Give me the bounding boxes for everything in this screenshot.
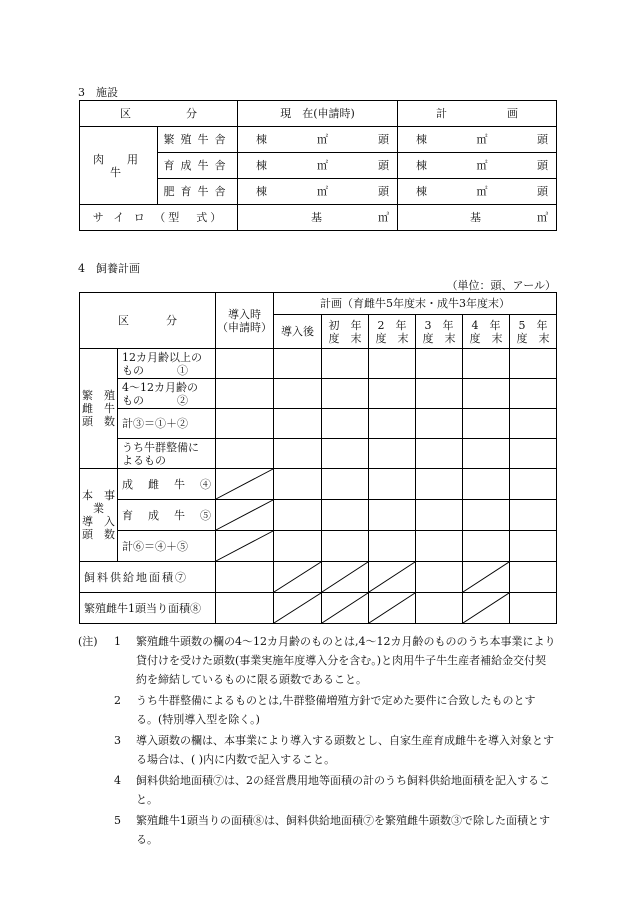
plan-cell[interactable] [463, 349, 510, 379]
plan-cell[interactable] [322, 349, 369, 379]
group1-row-label: うち牛群整備に よるもの [118, 439, 216, 469]
plan-cell[interactable] [463, 379, 510, 409]
intro-diagonal-cell [216, 531, 274, 562]
plan-cell[interactable] [369, 531, 416, 562]
plan-cell[interactable] [369, 469, 416, 500]
plan-cell[interactable] [463, 439, 510, 469]
plan-cell[interactable] [274, 531, 322, 562]
plan-cell[interactable] [416, 469, 463, 500]
plan-cell[interactable] [216, 349, 274, 379]
plan-cell[interactable] [463, 531, 510, 562]
plan-cell[interactable] [510, 593, 557, 624]
diagonal-cell [463, 593, 510, 624]
plan-cell[interactable] [416, 349, 463, 379]
section4-heading: 4 飼養計画 [78, 262, 140, 275]
plan-cell[interactable] [463, 469, 510, 500]
diagonal-line [216, 531, 273, 561]
diagonal-line [463, 593, 509, 623]
plan-header-intro: 導入時 （申請時） [216, 293, 274, 349]
facility-plan-cell[interactable]: 棟 ㎡ 頭 [398, 179, 557, 205]
plan-cell[interactable] [322, 379, 369, 409]
diagonal-line [216, 469, 273, 499]
facility-row-label: 育成牛舎 [158, 153, 238, 179]
notes-block [78, 632, 556, 849]
note-item: 2 うち牛群整備によるものとは,牛群整備増殖方針で定めた要件に合致したものとする。(特別導入型を除く。) [114, 694, 536, 726]
silo-plan-cell[interactable]: 基 ㎥ [398, 205, 557, 231]
diagonal-cell [369, 562, 416, 593]
plan-cell[interactable] [274, 500, 322, 531]
plan-cell[interactable] [510, 469, 557, 500]
plan-cell[interactable] [510, 562, 557, 593]
plan-header-plan: 計画（育雌牛5年度末・成牛3年度末） [274, 293, 557, 315]
plan-cell[interactable] [510, 500, 557, 531]
plan-cell[interactable] [369, 409, 416, 439]
facility-current-cell[interactable]: 棟 ㎡ 頭 [238, 179, 398, 205]
silo-label: サ イ ロ （型 式） [80, 205, 238, 231]
diagonal-cell [322, 593, 369, 624]
group1-row-label: 12カ月齢以上の もの ① [118, 349, 216, 379]
plan-header-year: 初 年 度 末 [322, 315, 369, 349]
plan-cell[interactable] [274, 439, 322, 469]
plan-cell[interactable] [322, 531, 369, 562]
plan-header-after: 導入後 [274, 315, 322, 349]
group1-label: 繁 殖 雌 牛 頭 数 [80, 349, 118, 469]
plan-cell[interactable] [369, 500, 416, 531]
facility-plan-cell[interactable]: 棟 ㎡ 頭 [398, 127, 557, 153]
diagonal-cell [369, 593, 416, 624]
plan-cell[interactable] [322, 469, 369, 500]
notes-prefix: (注) [78, 635, 98, 648]
plan-cell[interactable] [416, 500, 463, 531]
plan-cell[interactable] [510, 409, 557, 439]
plan-cell[interactable] [274, 409, 322, 439]
plan-cell[interactable] [416, 439, 463, 469]
plan-cell[interactable] [463, 409, 510, 439]
facility-header-plan: 計 画 [398, 101, 557, 127]
facility-plan-cell[interactable]: 棟 ㎡ 頭 [398, 153, 557, 179]
plan-cell[interactable] [274, 469, 322, 500]
diagonal-cell [463, 562, 510, 593]
diagonal-line [369, 593, 415, 623]
plan-cell[interactable] [416, 531, 463, 562]
plan-cell[interactable] [369, 439, 416, 469]
facility-table [79, 100, 557, 231]
plan-cell[interactable] [216, 439, 274, 469]
feed-area-label: 飼料供給地面積⑦ [80, 562, 216, 593]
diagonal-line [369, 562, 415, 592]
note-item: 1 繁殖雌牛頭数の欄の4～12カ月齢のものとは,4～12カ月齢のもののうち本事業により貸付けを受けた頭数(事業実施年度導入分を含む。)と肉用牛子牛生産者補給金交付契約を締結しているものに限る頭数であること。 [114, 635, 556, 686]
plan-cell[interactable] [216, 562, 274, 593]
facility-header-kubun: 区 分 [80, 101, 238, 127]
diagonal-line [463, 562, 509, 592]
plan-header-year: 2 年 度 末 [369, 315, 416, 349]
diagonal-line [322, 562, 368, 592]
diagonal-line [322, 593, 368, 623]
intro-diagonal-cell [216, 469, 274, 500]
note-item: 3 導入頭数の欄は、本事業により導入する頭数とし、自家生産育成雌牛を導入対象とする場合は、( )内に内数で記入すること。 [114, 734, 554, 766]
group1-row-label: 計③＝①＋② [118, 409, 216, 439]
note-item: 4 飼料供給地面積⑦は、2の経営農用地等面積の計のうち飼料供給地面積を記入すること。 [114, 774, 550, 806]
facility-group-label: 肉 用 牛 [80, 127, 158, 205]
facility-current-cell[interactable]: 棟 ㎡ 頭 [238, 153, 398, 179]
diagonal-line [274, 562, 321, 592]
diagonal-line [274, 593, 321, 623]
feeding-plan-table [79, 292, 557, 624]
plan-cell[interactable] [322, 500, 369, 531]
plan-cell[interactable] [369, 379, 416, 409]
plan-cell[interactable] [274, 379, 322, 409]
diagonal-line [216, 500, 273, 530]
group2-row-label: 育 成 牛 ⑤ [118, 500, 216, 531]
group2-row-label: 計⑥＝④＋⑤ [118, 531, 216, 562]
diagonal-cell [274, 593, 322, 624]
plan-cell[interactable] [416, 562, 463, 593]
facility-row-label: 肥育牛舎 [158, 179, 238, 205]
facility-current-cell[interactable]: 棟 ㎡ 頭 [238, 127, 398, 153]
plan-cell[interactable] [322, 439, 369, 469]
plan-cell[interactable] [216, 593, 274, 624]
note-item: 5 繁殖雌牛1頭当りの面積⑧は、飼料供給地面積⑦を繁殖雌牛頭数③で除した面積とする。 [114, 814, 550, 846]
unit-note: （単位：頭、アール） [446, 279, 556, 292]
plan-header-year: 5 年 度 末 [510, 315, 557, 349]
plan-cell[interactable] [416, 593, 463, 624]
plan-cell[interactable] [322, 409, 369, 439]
plan-header-year: 4 年 度 末 [463, 315, 510, 349]
facility-header-current: 現 在(申請時) [238, 101, 398, 127]
per-head-area-label: 繁殖雌牛1頭当り面積⑧ [80, 593, 216, 624]
plan-cell[interactable] [369, 349, 416, 379]
plan-cell[interactable] [463, 500, 510, 531]
plan-cell[interactable] [510, 531, 557, 562]
plan-cell[interactable] [416, 379, 463, 409]
group2-row-label: 成 雌 牛 ④ [118, 469, 216, 500]
plan-header-kubun: 区 分 [80, 293, 216, 349]
plan-cell[interactable] [216, 379, 274, 409]
plan-cell[interactable] [510, 349, 557, 379]
diagonal-cell [274, 562, 322, 593]
plan-cell[interactable] [510, 379, 557, 409]
diagonal-cell [322, 562, 369, 593]
group2-label: 本 事 業 導 入 頭 数 [80, 469, 118, 562]
section3-heading: 3 施設 [78, 86, 118, 99]
plan-header-year: 3 年 度 末 [416, 315, 463, 349]
intro-diagonal-cell [216, 500, 274, 531]
facility-row-label: 繁殖牛舎 [158, 127, 238, 153]
plan-cell[interactable] [274, 349, 322, 379]
silo-current-cell[interactable]: 基 ㎥ [238, 205, 398, 231]
group1-row-label: 4～12カ月齢の もの ② [118, 379, 216, 409]
plan-cell[interactable] [510, 439, 557, 469]
plan-cell[interactable] [216, 409, 274, 439]
plan-cell[interactable] [416, 409, 463, 439]
